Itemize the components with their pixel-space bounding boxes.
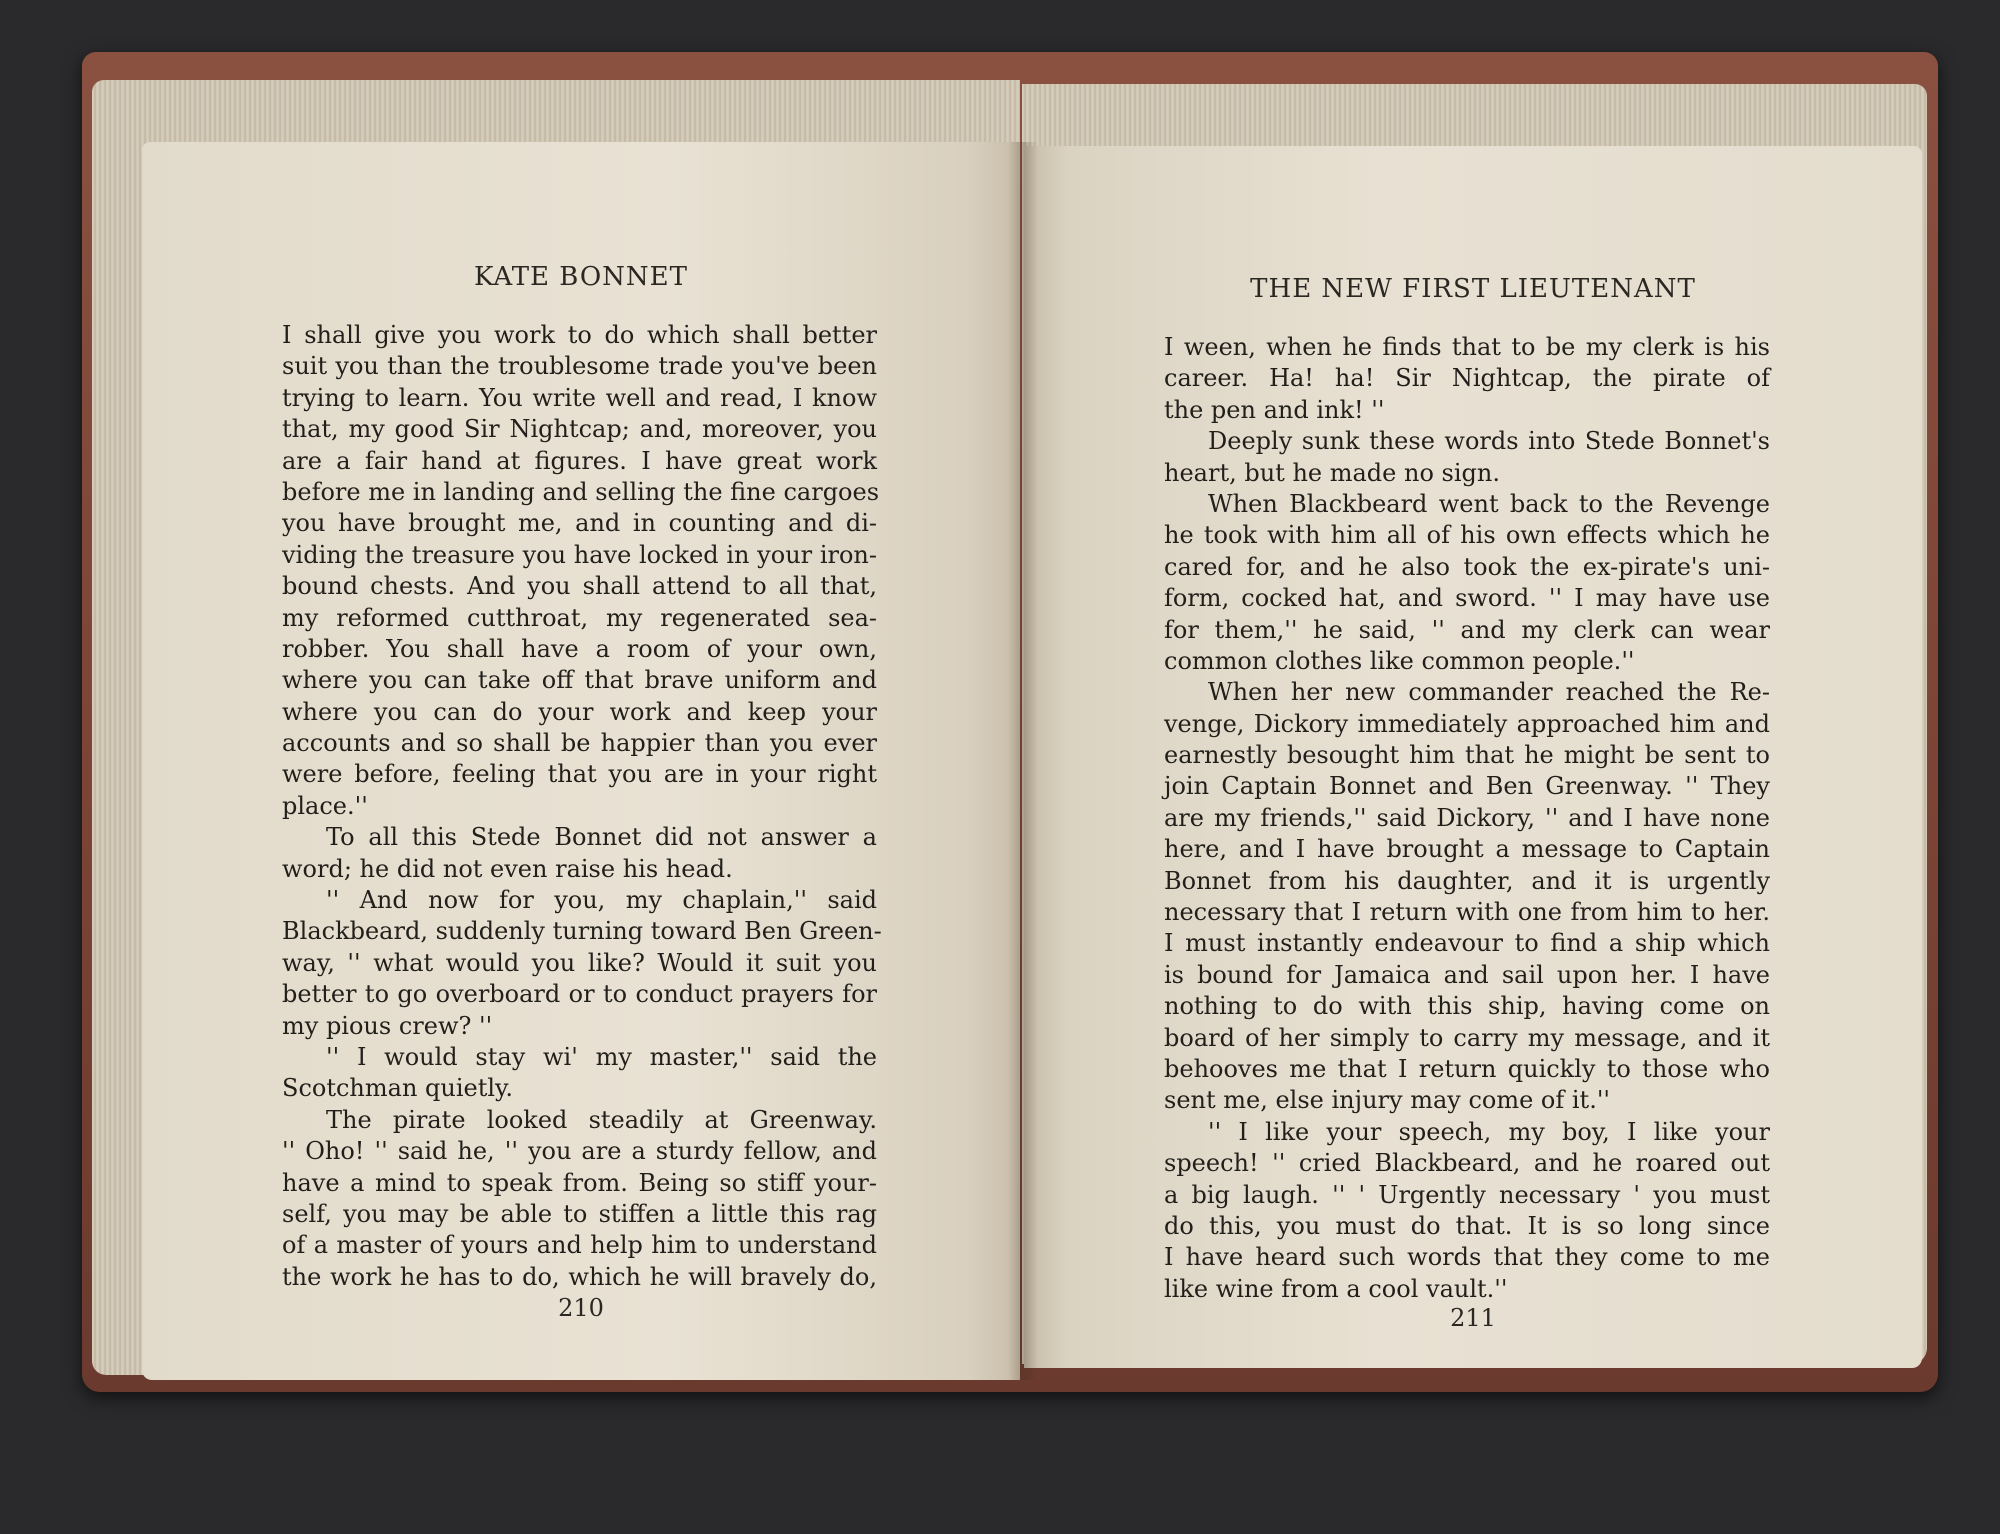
text-line: When Blackbeard went back to the Revenge — [1208, 489, 1770, 518]
text-line: form, cocked hat, and sword. '' I may have use — [1164, 584, 1770, 613]
left-page — [142, 142, 1020, 1380]
text-line: my reformed cutthroat, my regenerated sea- — [282, 603, 877, 632]
text-line: board of her simply to carry my message, and it — [1164, 1023, 1770, 1052]
text-line: When her new commander reached the Re- — [1208, 678, 1770, 707]
text-line: robber. You shall have a room of your own, — [282, 634, 877, 663]
text-line: earnestly besought him that he might be sent to — [1164, 741, 1770, 770]
text-line: sent me, else injury may come of it.'' — [1164, 1086, 1611, 1115]
text-line: have a mind to speak from. Being so stiff your- — [282, 1168, 877, 1197]
text-line: accounts and so shall be happier than you ever — [282, 729, 877, 758]
text-line: The pirate looked steadily at Greenway. — [326, 1105, 877, 1134]
text-line: place.'' — [282, 791, 368, 820]
text-line: trying to learn. You write well and read, I know — [282, 383, 877, 412]
text-line: heart, but he made no sign. — [1164, 458, 1500, 487]
right-page — [1024, 146, 1922, 1368]
text-line: are a fair hand at figures. I have great work — [282, 446, 877, 475]
left-page-number: 210 — [558, 1294, 604, 1322]
text-line: cared for, and he also took the ex-pirate's uni- — [1164, 552, 1770, 581]
text-line: where you can do your work and keep your — [282, 697, 877, 726]
text-line: you have brought me, and in counting and di- — [282, 509, 877, 538]
text-line: are my friends,'' said Dickory, '' and I have none — [1164, 803, 1770, 832]
text-line: like wine from a cool vault.'' — [1164, 1274, 1508, 1303]
text-line: To all this Stede Bonnet did not answer a — [326, 823, 877, 852]
text-line: Bonnet from his daughter, and it is urgently — [1164, 866, 1770, 895]
text-line: where you can take off that brave uniform and — [282, 666, 877, 695]
right-text-block — [1164, 332, 1770, 1305]
text-line: I ween, when he finds that to be my clerk is his — [1164, 333, 1770, 361]
text-line: he took with him all of his own effects which he — [1164, 521, 1770, 550]
gutter-shadow — [1008, 142, 1038, 1380]
text-line: a big laugh. '' ' Urgently necessary ' you must — [1164, 1180, 1770, 1209]
text-line: my pious crew? '' — [282, 1011, 493, 1040]
text-line: necessary that I return with one from him to her. — [1164, 898, 1770, 927]
text-line: behooves me that I return quickly to those who — [1164, 1054, 1770, 1083]
text-line: '' I like your speech, my boy, I like your — [1208, 1117, 1770, 1146]
text-line: speech! '' cried Blackbeard, and he roared out — [1164, 1149, 1770, 1178]
text-line: better to go overboard or to conduct prayers for — [282, 980, 877, 1009]
text-line: I must instantly endeavour to find a ship which — [1164, 929, 1770, 958]
right-page-number: 211 — [1450, 1304, 1496, 1332]
text-line: nothing to do with this ship, having come on — [1164, 992, 1770, 1021]
right-running-head: THE NEW FIRST LIEUTENANT — [1250, 274, 1696, 304]
text-line: Deeply sunk these words into Stede Bonnet's — [1208, 427, 1770, 456]
text-line: the work he has to do, which he will bravely do, — [282, 1262, 877, 1291]
text-line: Blackbeard, suddenly turning toward Ben Green- — [282, 917, 882, 946]
text-line: suit you than the troublesome trade you've been — [282, 352, 877, 381]
text-line: is bound for Jamaica and sail upon her. I have — [1164, 960, 1770, 989]
text-line: way, '' what would you like? Would it suit you — [282, 948, 877, 977]
text-line: bound chests. And you shall attend to all that, — [282, 572, 877, 601]
text-line: venge, Dickory immediately approached him and — [1164, 709, 1770, 738]
text-line: join Captain Bonnet and Ben Greenway. '' They — [1164, 772, 1770, 801]
text-line: were before, feeling that you are in your right — [282, 760, 877, 789]
text-line: of a master of yours and help him to understand — [282, 1231, 877, 1260]
text-line: that, my good Sir Nightcap; and, moreover, you — [282, 415, 877, 444]
text-line: for them,'' he said, '' and my clerk can wear — [1164, 615, 1770, 644]
text-line: do this, you must do that. It is so long since — [1164, 1211, 1770, 1240]
text-line: '' And now for you, my chaplain,'' said — [326, 886, 877, 915]
text-line: '' I would stay wi' my master,'' said the — [326, 1042, 877, 1071]
text-line: I shall give you work to do which shall better — [282, 321, 877, 349]
text-line: common clothes like common people.'' — [1164, 646, 1635, 675]
text-line: Scotchman quietly. — [282, 1074, 514, 1103]
text-line: viding the treasure you have locked in your iron- — [282, 540, 877, 569]
left-running-head: KATE BONNET — [473, 262, 689, 292]
text-line: self, you may be able to stiffen a little this rag — [282, 1199, 877, 1228]
text-line: the pen and ink! '' — [1164, 395, 1385, 424]
text-line: word; he did not even raise his head. — [282, 854, 733, 883]
text-line: before me in landing and selling the fine cargoes — [282, 477, 880, 506]
text-line: career. Ha! ha! Sir Nightcap, the pirate of — [1164, 364, 1770, 393]
text-line: here, and I have brought a message to Captain — [1164, 835, 1770, 864]
text-line: I have heard such words that they come to me — [1164, 1243, 1770, 1272]
left-text-block — [282, 320, 882, 1293]
text-line: '' Oho! '' said he, '' you are a sturdy fellow, and — [282, 1137, 877, 1166]
